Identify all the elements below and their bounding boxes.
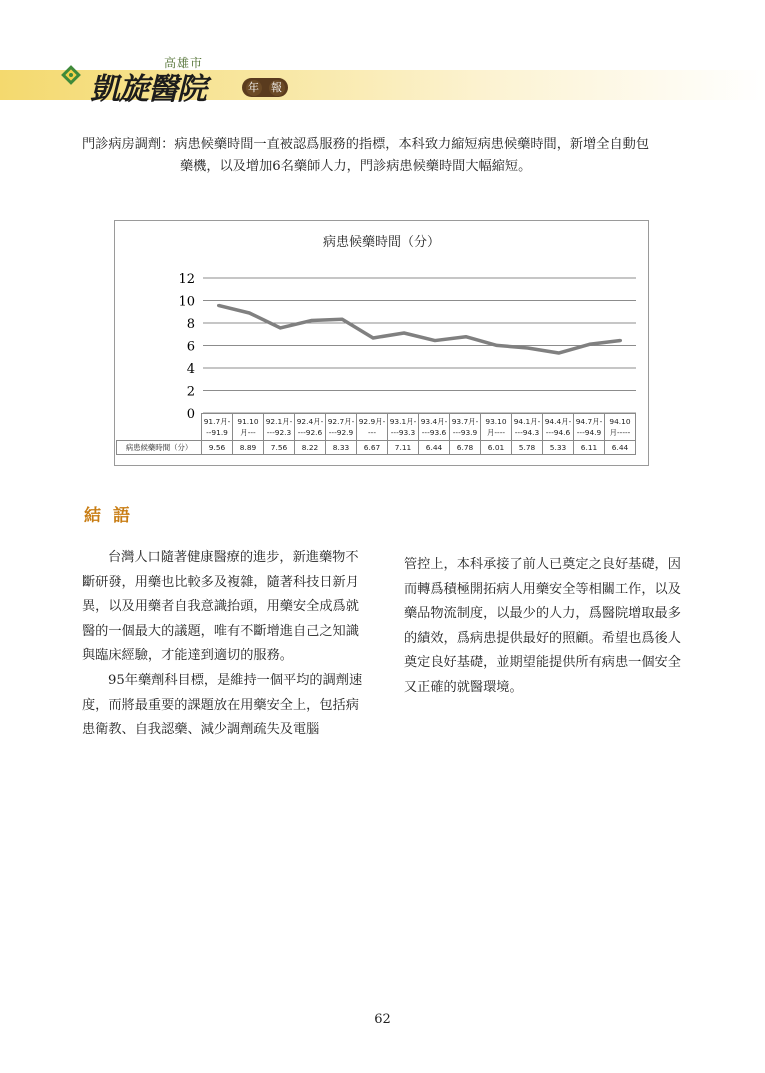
data-label: 5.78 <box>512 441 543 455</box>
data-label: 6.01 <box>481 441 512 455</box>
data-point <box>495 344 498 347</box>
y-tick-label: 10 <box>178 294 195 310</box>
data-label: 8.33 <box>326 441 357 455</box>
intro-text-1: 病患候藥時間一直被認爲服務的指標，本科致力縮短病患候藥時間，新增全自動包 <box>174 137 650 152</box>
data-point <box>341 318 344 321</box>
intro-label: 門診病房調劑： <box>82 137 175 152</box>
x-tick-label: 94.10 月----- <box>605 414 636 441</box>
data-point <box>464 335 467 338</box>
data-label: 9.56 <box>202 441 233 455</box>
x-tick-label: 94.7月- ---94.9 <box>574 414 605 441</box>
chart-title: 病患候藥時間（分） <box>322 235 440 250</box>
data-point <box>619 339 622 342</box>
data-label: 8.22 <box>295 441 326 455</box>
y-tick-label: 2 <box>186 384 195 400</box>
data-point <box>433 339 436 342</box>
table-corner-cell <box>117 414 202 441</box>
x-tick-label: 93.1月- ---93.3 <box>388 414 419 441</box>
y-tick-label: 6 <box>186 339 195 355</box>
data-point <box>526 346 529 349</box>
x-tick-label: 92.4月- ---92.6 <box>295 414 326 441</box>
data-label: 6.67 <box>357 441 388 455</box>
body-paragraph-3: 管控上，本科承接了前人已奠定之良好基礎，因而轉爲積極開拓病人用藥安全等相關工作，以及藥品物流制度，以最少的人力，爲醫院增取最多的績效，爲病患提供最好的照顧。希望也爲後人奠定良好基礎，並期望能提供所有病患一個安全又正確的就醫環境。 <box>404 557 681 695</box>
x-tick-label: 92.9月- --- <box>357 414 388 441</box>
y-tick-label: 12 <box>178 272 195 287</box>
hospital-emblem-icon <box>56 60 86 90</box>
annual-badge-char-1: 年 <box>246 80 262 96</box>
x-tick-label: 91.7月- --91.9 <box>202 414 233 441</box>
table-series-name: 病患候藥時間（分） <box>117 441 202 455</box>
data-point <box>248 311 251 314</box>
section-heading: 結語 <box>84 506 142 526</box>
data-label: 6.44 <box>419 441 450 455</box>
hospital-name: 凱旋醫院 <box>90 72 206 107</box>
intro-paragraph <box>82 134 692 178</box>
data-label: 5.33 <box>543 441 574 455</box>
y-tick-label: 0 <box>186 407 195 422</box>
body-paragraph-1: 台灣人口隨著健康醫療的進步，新進藥物不斷研發，用藥也比較多及複雜，隨著科技日新月異，以及用藥者自我意識抬頭，用藥安全成爲就醫的一個最大的議題，唯有不斷增進自己之知識與臨床經驗，才能達到適切的服務。 <box>82 550 359 664</box>
x-tick-label: 92.7月- ---92.9 <box>326 414 357 441</box>
x-tick-label: 94.1月- ---94.3 <box>512 414 543 441</box>
x-tick-label: 92.1月- ---92.3 <box>264 414 295 441</box>
data-point <box>217 304 220 307</box>
annual-report-badge <box>242 78 288 97</box>
data-point <box>279 326 282 329</box>
body-paragraph-2: 95年藥劑科目標，是維持一個平均的調劑速度，而將最重要的課題放在用藥安全上，包括病患衛教、自我認藥、減少調劑疏失及電腦 <box>82 672 363 738</box>
x-tick-label: 93.4月- ---93.6 <box>419 414 450 441</box>
data-label: 6.78 <box>450 441 481 455</box>
data-label: 6.44 <box>605 441 636 455</box>
intro-line-2: 藥機，以及增加6名藥師人力，門診病患候藥時間大幅縮短。 <box>180 159 532 174</box>
chart-data-table <box>116 413 636 455</box>
body-right-column <box>404 553 694 701</box>
annual-badge-char-2: 報 <box>269 80 285 96</box>
x-tick-label: 93.10 月---- <box>481 414 512 441</box>
body-left-column <box>82 546 366 743</box>
data-label: 7.56 <box>264 441 295 455</box>
data-label: 7.11 <box>388 441 419 455</box>
table-category-row <box>117 414 636 441</box>
page-number: 62 <box>374 1012 391 1027</box>
city-name: 高雄市 <box>164 56 204 70</box>
data-point <box>372 336 375 339</box>
data-label: 8.89 <box>233 441 264 455</box>
data-point <box>588 343 591 346</box>
data-point <box>403 332 406 335</box>
x-tick-label: 94.4月- ---94.6 <box>543 414 574 441</box>
data-point <box>557 352 560 355</box>
x-tick-label: 93.7月- ---93.9 <box>450 414 481 441</box>
y-tick-label: 8 <box>186 317 195 332</box>
y-tick-label: 4 <box>186 362 195 377</box>
hospital-logo <box>56 52 296 107</box>
table-value-row <box>117 441 636 455</box>
data-label: 6.11 <box>574 441 605 455</box>
data-point <box>310 319 313 322</box>
x-tick-label: 91.10 月--- <box>233 414 264 441</box>
intro-line-1 <box>82 134 692 156</box>
